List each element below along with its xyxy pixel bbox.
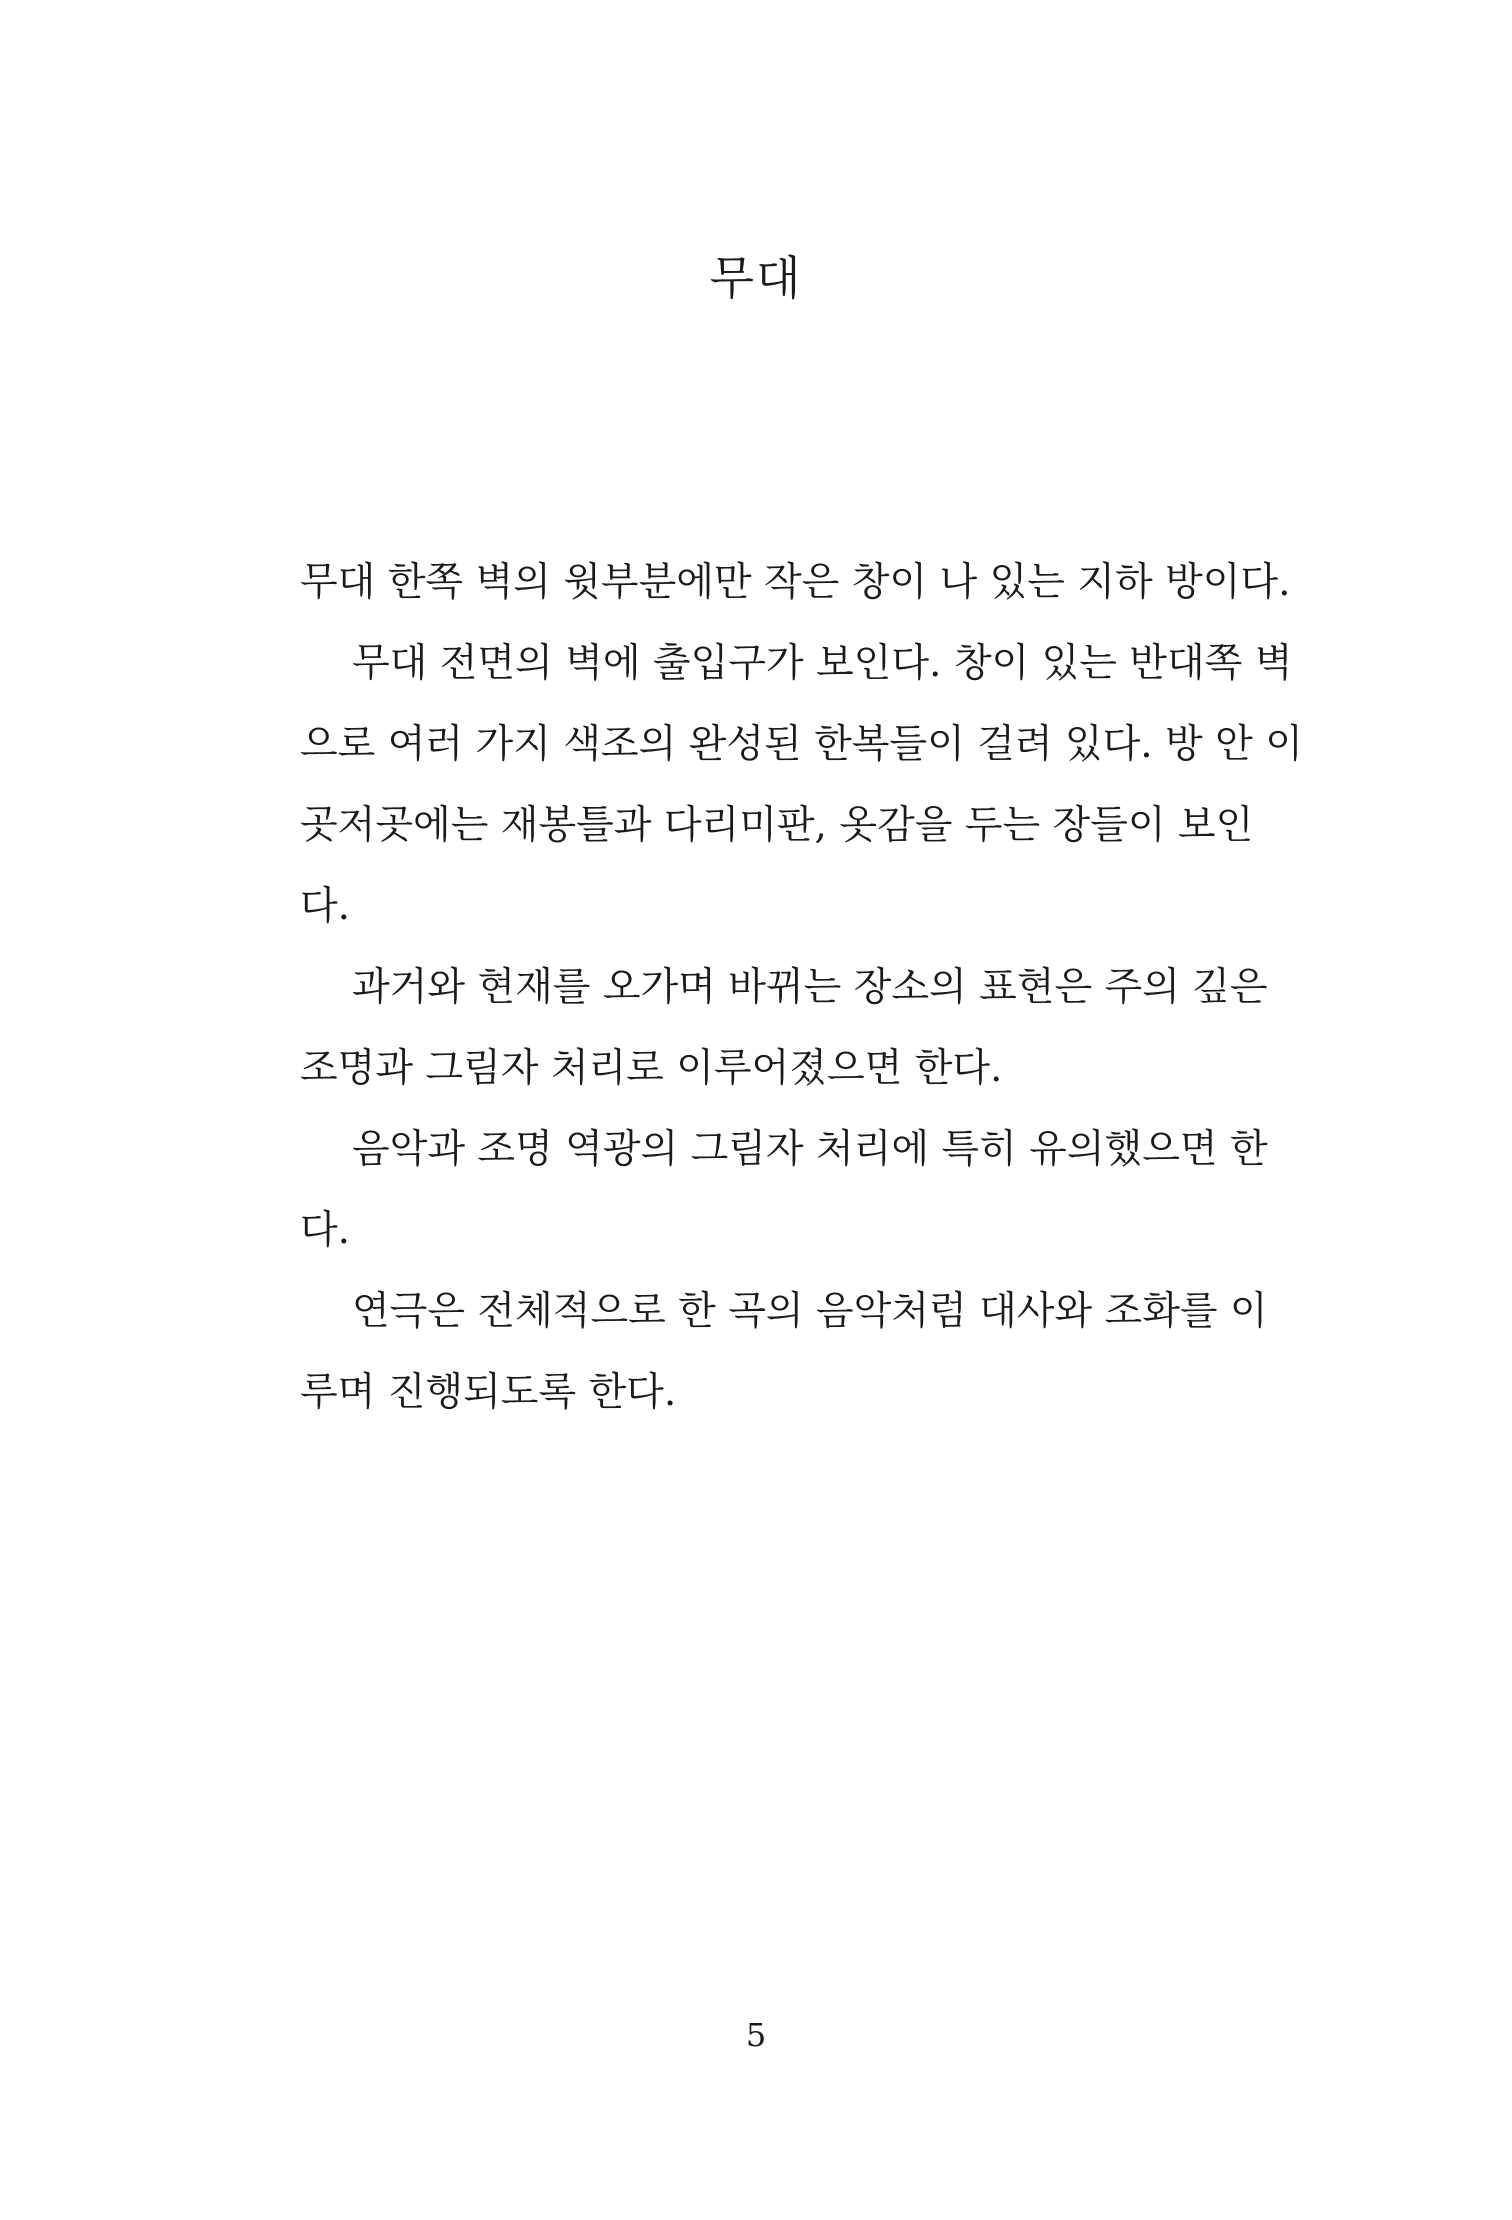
text-line: 조명과 그림자 처리로 이루어졌으면 한다. — [300, 1046, 1003, 1091]
text-line: 연극은 전체적으로 한 곡의 음악처럼 대사와 조화를 이 — [352, 1289, 1268, 1334]
page-title: 무대 — [709, 251, 803, 305]
text-line: 무대 전면의 벽에 출입구가 보인다. 창이 있는 반대쪽 벽 — [352, 641, 1293, 686]
text-line: 무대 한쪽 벽의 윗부분에만 작은 창이 나 있는 지하 방이다. — [300, 560, 1291, 605]
text-line: 루며 진행되도록 한다. — [300, 1370, 677, 1415]
text-line: 음악과 조명 역광의 그림자 처리에 특히 유의했으면 한 — [352, 1127, 1268, 1172]
text-line: 다. — [300, 1208, 351, 1253]
text-line: 곳저곳에는 재봉틀과 다리미판, 옷감을 두는 장들이 보인 — [300, 803, 1254, 848]
text-line: 으로 여러 가지 색조의 완성된 한복들이 걸려 있다. 방 안 이 — [300, 722, 1303, 767]
text-line: 다. — [300, 884, 351, 929]
text-line: 과거와 현재를 오가며 바뀌는 장소의 표현은 주의 깊은 — [352, 965, 1268, 1010]
stage-description — [300, 542, 1303, 1433]
page-number: 5 — [745, 2016, 767, 2054]
